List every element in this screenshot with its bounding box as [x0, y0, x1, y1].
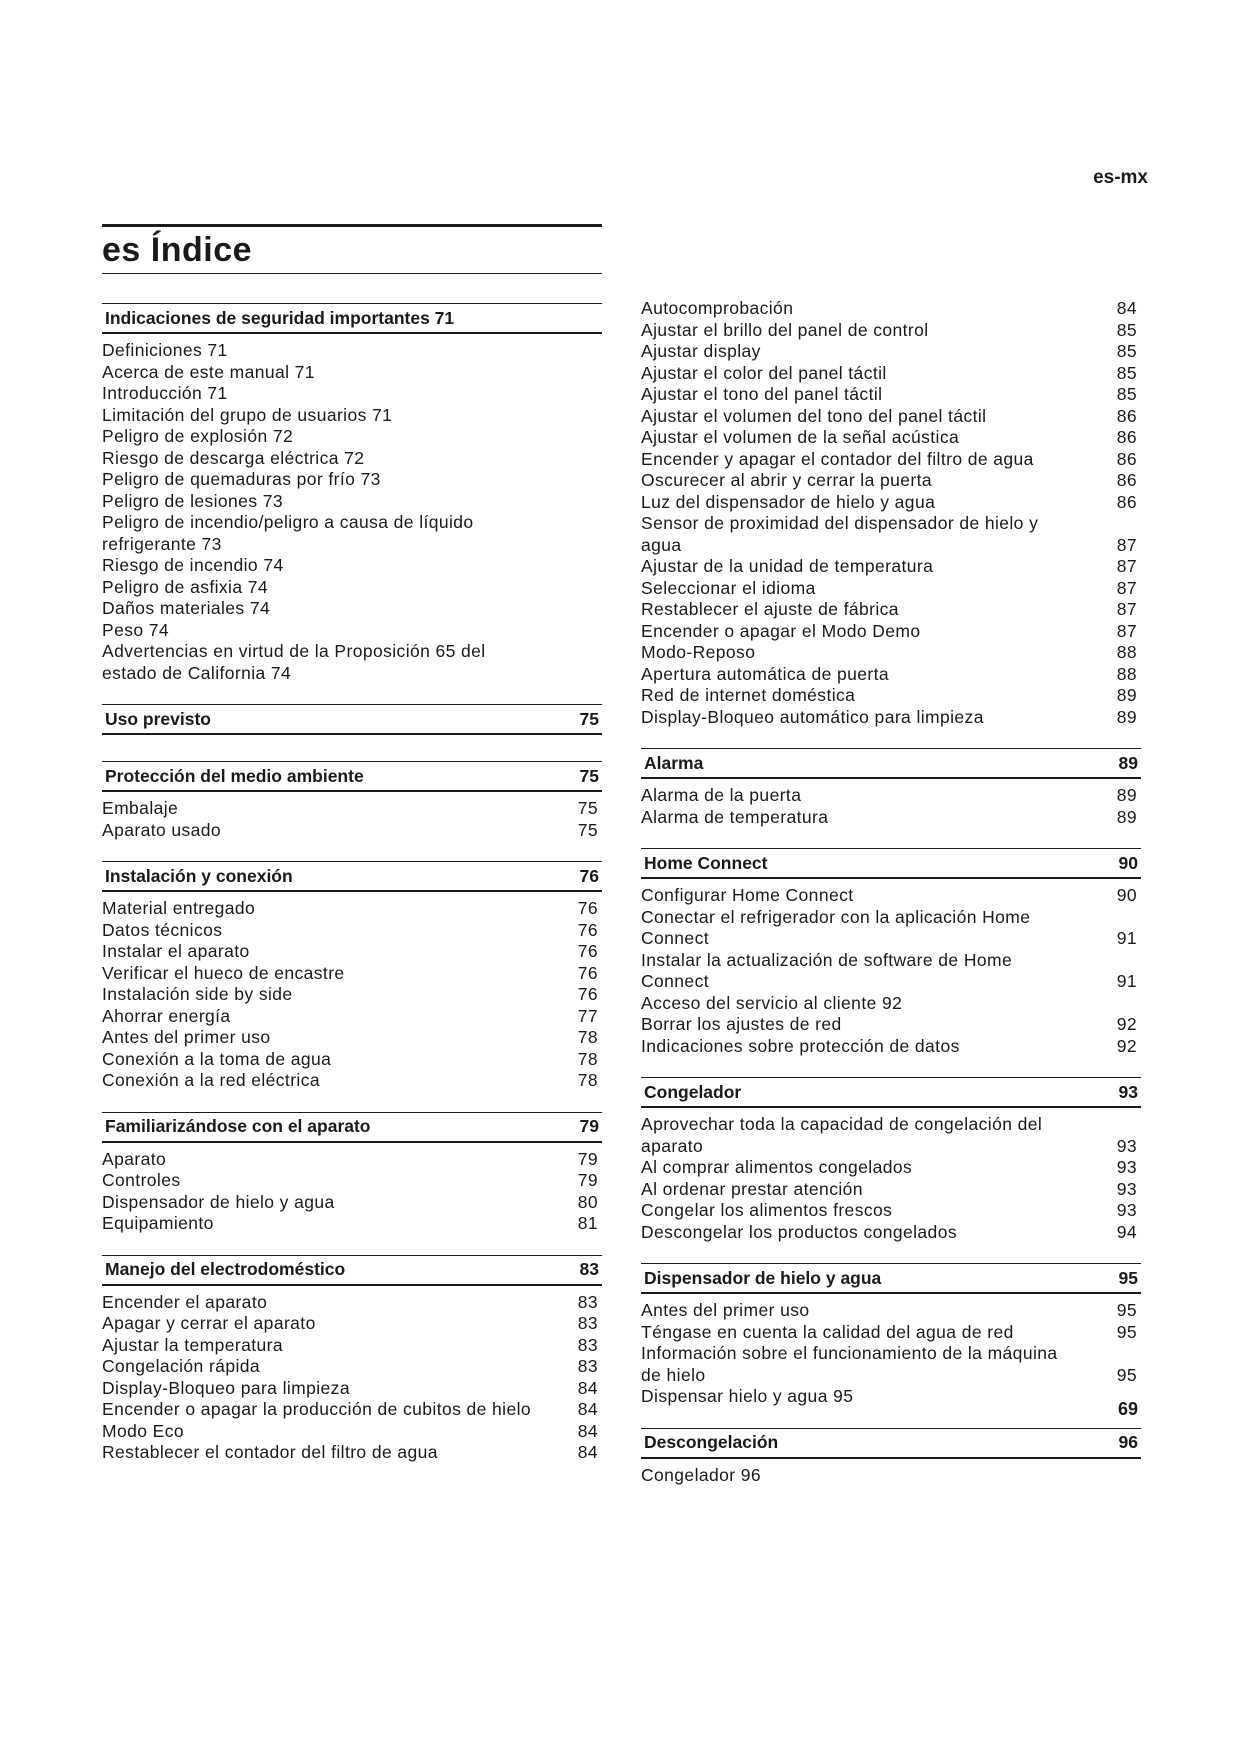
entry-label: Peligro de asfixia 74: [102, 576, 268, 597]
entry-page: 84: [577, 1442, 598, 1462]
entry-label: Instalar el aparato: [102, 941, 250, 961]
entry-page: 87: [1116, 556, 1137, 576]
section-heading[interactable]: [641, 1428, 1141, 1459]
entry-page: 93: [1116, 1135, 1137, 1156]
toc-entry[interactable]: [102, 491, 602, 513]
entry-label: Al ordenar prestar atención: [641, 1178, 863, 1199]
toc-entry[interactable]: [641, 556, 1141, 578]
section-gap: [102, 684, 602, 704]
toc-entry[interactable]: [102, 598, 602, 620]
toc-entry[interactable]: [102, 1149, 602, 1171]
toc-entry[interactable]: [102, 340, 602, 362]
toc-entry[interactable]: [641, 406, 1141, 428]
section-heading[interactable]: [102, 704, 602, 735]
section-page: 95: [1118, 1267, 1138, 1288]
toc-entry[interactable]: [641, 1465, 1141, 1487]
entry-label: Conectar el refrigerador con la aplicación Home Connect: [641, 906, 1031, 948]
section-page: 75: [579, 765, 599, 786]
entry-page: 81: [577, 1213, 598, 1233]
entry-label: Advertencias en virtud de la Proposición 65 del estado de California 74: [102, 641, 486, 683]
entry-page: 93: [1116, 1178, 1137, 1199]
entry-label: Congelador 96: [641, 1464, 762, 1485]
section-gap: [641, 1057, 1141, 1077]
entry-label: Alarma de la puerta: [641, 785, 802, 805]
toc-entry[interactable]: [102, 383, 602, 405]
entry-label: Encender o apagar el Modo Demo: [641, 620, 921, 641]
entry-label: Dispensar hielo y agua 95: [641, 1386, 854, 1406]
entry-label: Ajustar display: [641, 341, 761, 361]
entry-page: 86: [1116, 470, 1137, 490]
section-title: Familiarizándose con el aparato: [105, 1116, 371, 1136]
toc-entry[interactable]: [641, 1157, 1141, 1179]
entry-page: 75: [577, 798, 598, 818]
entry-page: 84: [577, 1420, 598, 1441]
entry-label: Introducción 71: [102, 383, 228, 403]
toc-entry[interactable]: [102, 1313, 602, 1335]
toc-entry[interactable]: [641, 578, 1141, 600]
entry-page: 87: [1116, 620, 1137, 641]
entry-page: 83: [577, 1313, 598, 1333]
section-page: 93: [1118, 1081, 1138, 1102]
entry-page: 85: [1116, 341, 1137, 361]
toc-entry[interactable]: [102, 1170, 602, 1192]
toc-entry[interactable]: [641, 950, 1141, 993]
entry-page: 84: [577, 1399, 598, 1419]
toc-entry[interactable]: [102, 362, 602, 384]
entry-page: 89: [1116, 706, 1137, 727]
toc-entry[interactable]: [641, 664, 1141, 686]
entry-label: Conexión a la toma de agua: [102, 1048, 332, 1069]
toc-entry[interactable]: [641, 1114, 1141, 1157]
entry-page: 86: [1116, 427, 1137, 447]
section-title: Congelador: [644, 1081, 742, 1102]
section-gap: [641, 1243, 1141, 1263]
section-heading[interactable]: [102, 303, 602, 334]
entry-label: Ajustar el volumen de la señal acústica: [641, 427, 960, 447]
entry-label: Luz del dispensador de hielo y agua: [641, 491, 936, 512]
section-title: Dispensador de hielo y agua: [644, 1267, 882, 1288]
toc-entry[interactable]: [102, 1292, 602, 1314]
toc-entry[interactable]: [102, 1006, 602, 1028]
entry-page: 86: [1116, 491, 1137, 512]
entry-page: 76: [577, 984, 598, 1004]
entry-label: Encender y apagar el contador del filtro de agua: [641, 448, 1034, 469]
entry-page: 79: [577, 1148, 598, 1169]
toc-entry[interactable]: [641, 642, 1141, 664]
section-heading[interactable]: [102, 1255, 602, 1286]
entry-page: 89: [1116, 806, 1137, 827]
toc-entry[interactable]: [102, 512, 602, 555]
entry-page: 92: [1116, 1014, 1137, 1034]
entry-label: Instalación side by side: [102, 984, 293, 1004]
toc-entry[interactable]: [641, 427, 1141, 449]
section-title: Home Connect: [644, 852, 768, 873]
entry-label: Peso 74: [102, 619, 170, 640]
entry-label: Seleccionar el idioma: [641, 577, 816, 598]
entry-label: Peligro de quemaduras por frío 73: [102, 469, 381, 489]
entry-label: Acceso del servicio al cliente 92: [641, 992, 903, 1013]
section-title: Instalación y conexión: [105, 865, 293, 886]
entry-label: Peligro de lesiones 73: [102, 490, 283, 511]
entry-page: 91: [1116, 971, 1137, 991]
section-heading[interactable]: [641, 1077, 1141, 1108]
toc-entry[interactable]: [102, 1421, 602, 1443]
toc-entry[interactable]: [102, 920, 602, 942]
section-heading[interactable]: [102, 1112, 602, 1143]
entry-label: Dispensador de hielo y agua: [102, 1191, 335, 1212]
toc-entry[interactable]: [641, 1036, 1141, 1058]
toc-entry[interactable]: [641, 885, 1141, 907]
entry-label: Apagar y cerrar el aparato: [102, 1313, 316, 1333]
entry-label: Aprovechar toda la capacidad de congelación del aparato: [641, 1114, 1043, 1156]
section-page: 75: [579, 708, 599, 729]
entry-page: 79: [577, 1170, 598, 1190]
entry-label: Verificar el hueco de encastre: [102, 962, 345, 983]
toc-entry[interactable]: [102, 620, 602, 642]
entry-label: Aparato usado: [102, 819, 222, 840]
toc-entry[interactable]: [641, 1300, 1141, 1322]
entry-page: 83: [577, 1356, 598, 1376]
entry-page: 76: [577, 962, 598, 983]
entry-label: Encender el aparato: [102, 1291, 268, 1312]
entry-page: 88: [1116, 642, 1137, 662]
toc-entry[interactable]: [102, 405, 602, 427]
toc-left-column: [102, 303, 602, 1484]
entry-page: 89: [1116, 685, 1137, 705]
toc-entry[interactable]: [102, 1049, 602, 1071]
entry-label: Congelación rápida: [102, 1356, 261, 1376]
entry-label: Instalar la actualización de software de Home Connect: [641, 949, 1013, 991]
toc-entry[interactable]: [102, 963, 602, 985]
entry-label: Ajustar el tono del panel táctil: [641, 384, 883, 404]
entry-label: Material entregado: [102, 898, 256, 918]
entry-page: 92: [1116, 1035, 1137, 1056]
toc-entry[interactable]: [641, 907, 1141, 950]
section-gap: [102, 841, 602, 861]
entry-label: Restablecer el ajuste de fábrica: [641, 599, 899, 619]
entry-label: Equipamiento: [102, 1213, 214, 1233]
entry-label: Congelar los alimentos frescos: [641, 1200, 893, 1220]
toc-entry[interactable]: [641, 599, 1141, 621]
entry-page: 76: [577, 919, 598, 940]
toc-entry[interactable]: [641, 1179, 1141, 1201]
entry-label: Modo-Reposo: [641, 642, 756, 662]
entry-page: 80: [577, 1191, 598, 1212]
entry-page: 89: [1116, 785, 1137, 805]
section-title: Descongelación: [644, 1432, 779, 1452]
entry-label: Conexión a la red eléctrica: [102, 1070, 320, 1090]
entry-label: Información sobre el funcionamiento de la máquina de hielo: [641, 1343, 1058, 1385]
entry-label: Configurar Home Connect: [641, 885, 854, 905]
section-gap: [641, 1408, 1141, 1428]
toc-entry[interactable]: [641, 298, 1141, 320]
toc-entry[interactable]: [641, 449, 1141, 471]
entry-page: 85: [1116, 319, 1137, 340]
entry-label: Daños materiales 74: [102, 598, 271, 618]
entry-label: Ahorrar energía: [102, 1005, 231, 1026]
toc-entry[interactable]: [102, 1399, 602, 1421]
toc-entry[interactable]: [102, 1356, 602, 1378]
toc-entry[interactable]: [102, 798, 602, 820]
entry-label: Ajustar el brillo del panel de control: [641, 319, 929, 340]
toc-entry[interactable]: [641, 1014, 1141, 1036]
entry-label: Ajustar el volumen del tono del panel táctil: [641, 405, 987, 426]
entry-label: Datos técnicos: [102, 919, 223, 940]
toc-entry[interactable]: [102, 577, 602, 599]
entry-page: 83: [577, 1334, 598, 1355]
toc-entry[interactable]: [102, 984, 602, 1006]
page-title: es Índice: [102, 231, 253, 269]
section-page: 90: [1118, 852, 1138, 873]
entry-page: 95: [1116, 1321, 1137, 1342]
entry-page: 93: [1116, 1157, 1137, 1177]
toc-entry[interactable]: [641, 707, 1141, 729]
toc-entry[interactable]: [102, 555, 602, 577]
toc-entry[interactable]: [102, 941, 602, 963]
page-number: 69: [1117, 1399, 1138, 1419]
toc-entry[interactable]: [102, 1378, 602, 1400]
entry-label: Indicaciones sobre protección de datos: [641, 1035, 960, 1056]
language-code: es-mx: [1093, 167, 1148, 188]
entry-label: Embalaje: [102, 798, 179, 818]
entry-label: Apertura automática de puerta: [641, 663, 889, 684]
toc-entry[interactable]: [102, 1335, 602, 1357]
entry-page: 86: [1116, 405, 1137, 426]
entry-label: Antes del primer uso: [102, 1027, 271, 1047]
toc-entry[interactable]: [641, 513, 1141, 556]
entry-label: Antes del primer uso: [641, 1300, 810, 1320]
entry-label: Encender o apagar la producción de cubitos de hielo: [102, 1399, 532, 1419]
toc-entry[interactable]: [102, 469, 602, 491]
section-gap: [102, 1464, 602, 1484]
title-block: [102, 224, 602, 274]
toc-entry[interactable]: [102, 1192, 602, 1214]
entry-page: 86: [1116, 448, 1137, 469]
toc-entry[interactable]: [641, 685, 1141, 707]
toc-entry[interactable]: [102, 1070, 602, 1092]
entry-page: 78: [577, 1027, 598, 1047]
section-title: Alarma: [644, 752, 704, 773]
entry-page: 87: [1116, 599, 1137, 619]
entry-label: Peligro de explosión 72: [102, 426, 294, 446]
toc-entry[interactable]: [641, 363, 1141, 385]
toc-entry[interactable]: [102, 898, 602, 920]
entry-label: Autocomprobación: [641, 298, 794, 318]
toc-entry[interactable]: [102, 426, 602, 448]
entry-page: 83: [577, 1291, 598, 1312]
section-heading[interactable]: [641, 1263, 1141, 1294]
toc-entry[interactable]: [641, 1222, 1141, 1244]
entry-label: Borrar los ajustes de red: [641, 1014, 842, 1034]
section-page: 76: [579, 865, 599, 886]
toc-right-column: [641, 298, 1141, 1506]
section-gap: [102, 1092, 602, 1112]
entry-page: 91: [1116, 928, 1137, 948]
section-title: Manejo del electrodoméstico: [105, 1259, 346, 1279]
entry-page: 87: [1116, 577, 1137, 598]
entry-label: Oscurecer al abrir y cerrar la puerta: [641, 470, 933, 490]
entry-page: 77: [577, 1005, 598, 1026]
section-page: 79: [579, 1116, 599, 1136]
toc-entry[interactable]: [641, 1200, 1141, 1222]
toc-entry[interactable]: [641, 1386, 1141, 1408]
entry-label: Restablecer el contador del filtro de agua: [102, 1442, 438, 1462]
entry-label: Definiciones 71: [102, 340, 228, 360]
entry-label: Téngase en cuenta la calidad del agua de red: [641, 1321, 1014, 1342]
entry-label: Alarma de temperatura: [641, 806, 829, 827]
entry-page: 84: [577, 1377, 598, 1398]
section-gap: [641, 1486, 1141, 1506]
toc-entry[interactable]: [641, 621, 1141, 643]
toc-entry[interactable]: [641, 320, 1141, 342]
toc-entry[interactable]: [102, 641, 602, 684]
entry-label: Al comprar alimentos congelados: [641, 1157, 913, 1177]
entry-page: 76: [577, 898, 598, 918]
entry-label: Display-Bloqueo automático para limpieza: [641, 706, 984, 727]
entry-page: 94: [1116, 1221, 1137, 1242]
toc-entry[interactable]: [641, 470, 1141, 492]
section-page: 89: [1118, 752, 1138, 773]
entry-label: Controles: [102, 1170, 181, 1190]
section-heading[interactable]: [641, 748, 1141, 779]
section-title: Indicaciones de seguridad importantes 71: [105, 307, 455, 328]
entry-page: 95: [1116, 1364, 1137, 1385]
toc-entry[interactable]: [102, 820, 602, 842]
toc-entry[interactable]: [641, 1343, 1141, 1386]
entry-page: 90: [1116, 885, 1137, 905]
toc-entry[interactable]: [102, 1442, 602, 1464]
toc-entry[interactable]: [641, 993, 1141, 1015]
entry-label: Red de internet doméstica: [641, 685, 856, 705]
section-page: 96: [1118, 1432, 1138, 1452]
entry-label: Peligro de incendio/peligro a causa de líquido refrigerante 73: [102, 512, 474, 554]
entry-label: Sensor de proximidad del dispensador de hielo y agua: [641, 513, 1039, 555]
entry-label: Modo Eco: [102, 1420, 184, 1441]
entry-label: Ajustar de la unidad de temperatura: [641, 556, 934, 576]
entry-label: Ajustar la temperatura: [102, 1334, 283, 1355]
toc-entry[interactable]: [641, 384, 1141, 406]
entry-label: Descongelar los productos congelados: [641, 1221, 957, 1242]
section-title: Protección del medio ambiente: [105, 765, 364, 786]
toc-entry[interactable]: [102, 1213, 602, 1235]
entry-page: 78: [577, 1070, 598, 1090]
entry-page: 87: [1116, 534, 1137, 555]
entry-label: Display-Bloqueo para limpieza: [102, 1377, 350, 1398]
entry-label: Riesgo de descarga eléctrica 72: [102, 447, 365, 468]
toc-entry[interactable]: [641, 492, 1141, 514]
toc-entry[interactable]: [102, 448, 602, 470]
toc-entry[interactable]: [641, 785, 1141, 807]
entry-label: Riesgo de incendio 74: [102, 555, 284, 575]
entry-label: Ajustar el color del panel táctil: [641, 362, 887, 383]
entry-page: 75: [577, 819, 598, 840]
section-heading[interactable]: [102, 761, 602, 792]
entry-page: 76: [577, 941, 598, 961]
entry-label: Aparato: [102, 1148, 167, 1169]
toc-entry[interactable]: [641, 341, 1141, 363]
toc-entry[interactable]: [641, 807, 1141, 829]
section-heading[interactable]: [102, 861, 602, 892]
entry-page: 84: [1116, 298, 1137, 318]
section-page: 83: [579, 1259, 599, 1279]
entry-page: 88: [1116, 663, 1137, 684]
entry-label: Acerca de este manual 71: [102, 361, 315, 382]
entry-page: 85: [1116, 362, 1137, 383]
entry-page: 85: [1116, 384, 1137, 404]
section-gap: [641, 828, 1141, 848]
toc-entry[interactable]: [102, 1027, 602, 1049]
section-title: Uso previsto: [105, 708, 211, 729]
section-gap: [102, 1235, 602, 1255]
entry-page: 95: [1116, 1300, 1137, 1320]
entry-label: Limitación del grupo de usuarios 71: [102, 404, 393, 425]
entry-page: 93: [1116, 1200, 1137, 1220]
section-gap: [641, 728, 1141, 748]
section-heading[interactable]: [641, 848, 1141, 879]
toc-entry[interactable]: [641, 1322, 1141, 1344]
section-gap: [102, 741, 602, 761]
entry-page: 78: [577, 1048, 598, 1069]
